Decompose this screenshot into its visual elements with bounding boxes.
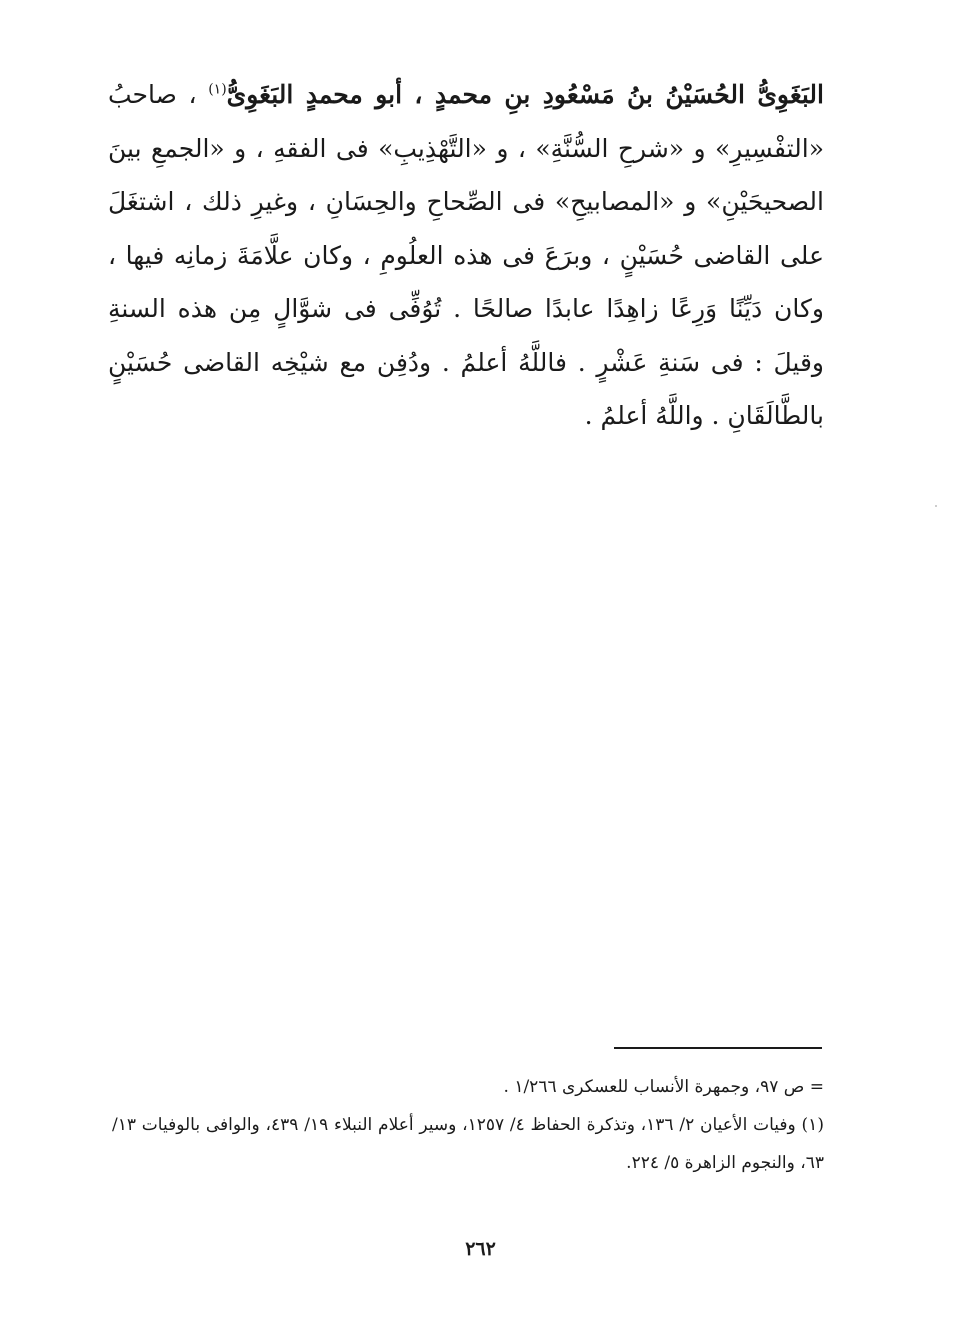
- footnote-reference-1: (١): [208, 81, 227, 98]
- biography-entry: [108, 68, 824, 443]
- scan-artifact-dot: [935, 505, 937, 507]
- footnote-continuation: = ص ٩٧، وجمهرة الأنساب للعسكرى ١/٢٦٦ .: [503, 1077, 824, 1097]
- page-number: ٢٦٢: [465, 1238, 496, 1260]
- entry-body-text: ، صاحبُ «التفْسِيرِ» و «شرحِ السُّنَّةِ» ، و «التَّهْذِيبِ» فى الفقهِ ، و «الجمعِ بينَ الصحيحَيْنِ» و «المصابيحِ» فى الصِّحاحِ والحِسَانِ ، وغيرِ ذلك ، اشتغَلَ على القاضى حُسَيْنٍ ، وبرَعَ فى هذه العلُومِ ، وكان علَّامَةَ زمانِه فيها ، وكان دَيِّنًا وَرِعًا زاهِدًا عابدًا صالحًا . تُوُفِّى فى شوَّالٍ مِن هذه السنةِ وقيلَ : فى سَنةِ عَشْرٍ . فاللَّهُ أعلمُ . ودُفِن مع شيْخِه القاضى حُسَيْنٍ بالطَّالَقَانِ . واللَّهُ أعلمُ .: [108, 80, 824, 430]
- footnote-1: (١) وفيات الأعيان ٢/ ١٣٦، وتذكرة الحفاظ ٤/ ١٢٥٧، وسير أعلام النبلاء ١٩/ ٤٣٩، والوافى بالوفيات ١٣/ ٦٣، والنجوم الزاهرة ٥/ ٢٢٤.: [112, 1115, 824, 1173]
- entry-heading-name: البَغَوِىُّ الحُسَيْنُ بنُ مَسْعُودِ بنِ محمدٍ ، أبو محمدٍ البَغَوِىُّ: [226, 80, 824, 109]
- footnotes-section: [112, 1068, 824, 1182]
- footnote-separator-line: [614, 1047, 822, 1049]
